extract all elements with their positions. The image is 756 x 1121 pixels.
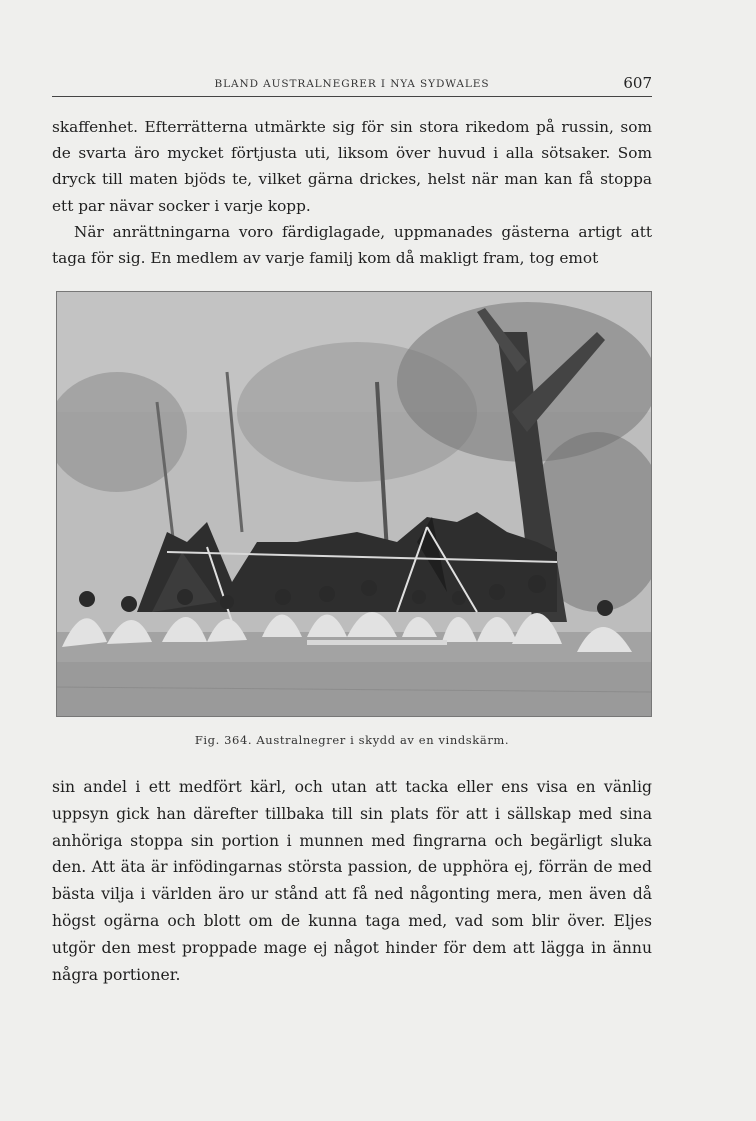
paragraph: skaffenhet. Efterrätterna utmärkte sig för sin stora rikedom på russin, som de svarta äro mycket förtjusta uti, liksom över huvud i alla sötsaker. Som dryck till maten bjöds te, vilket gärna drickes, helst när man kan få stoppa ett par nävar socker i varje kopp. [52, 118, 652, 215]
page-number: 607 [623, 74, 652, 92]
paragraph: När anrättningarna voro färdiglagade, uppmanades gästerna artigt att taga för sig. En medlem av varje familj kom då makligt fram, tog emot [52, 222, 652, 268]
paragraph: sin andel i ett medfört kärl, och utan att tacka eller ens visa en vänlig uppsyn gick han därefter tillbaka till sin plats för att i sällskap med sina anhöriga stoppa sin portion i munnen med fingrarna och begärligt sluka den. Att äta är infödingarnas största passion, de upphöra ej, förrän de med bästa vilja i världen äro ur stånd att få ned någonting mera, men även då högst ogärna och blott om de kunna taga med, vad som blir över. Eljes utgör den mest proppade mage ej något hinder för dem att lägga in ännu några portioner. [52, 778, 652, 984]
body-text-bottom [52, 774, 652, 988]
running-header [52, 74, 652, 97]
figure-photograph [56, 291, 652, 717]
body-text-top [52, 114, 652, 271]
running-title: BLAND AUSTRALNEGRER I NYA SYDWALES [214, 78, 490, 90]
figure-caption: Fig. 364. Australnegrer i skydd av en vindskärm. [194, 733, 510, 747]
photo-illustration [57, 292, 651, 716]
